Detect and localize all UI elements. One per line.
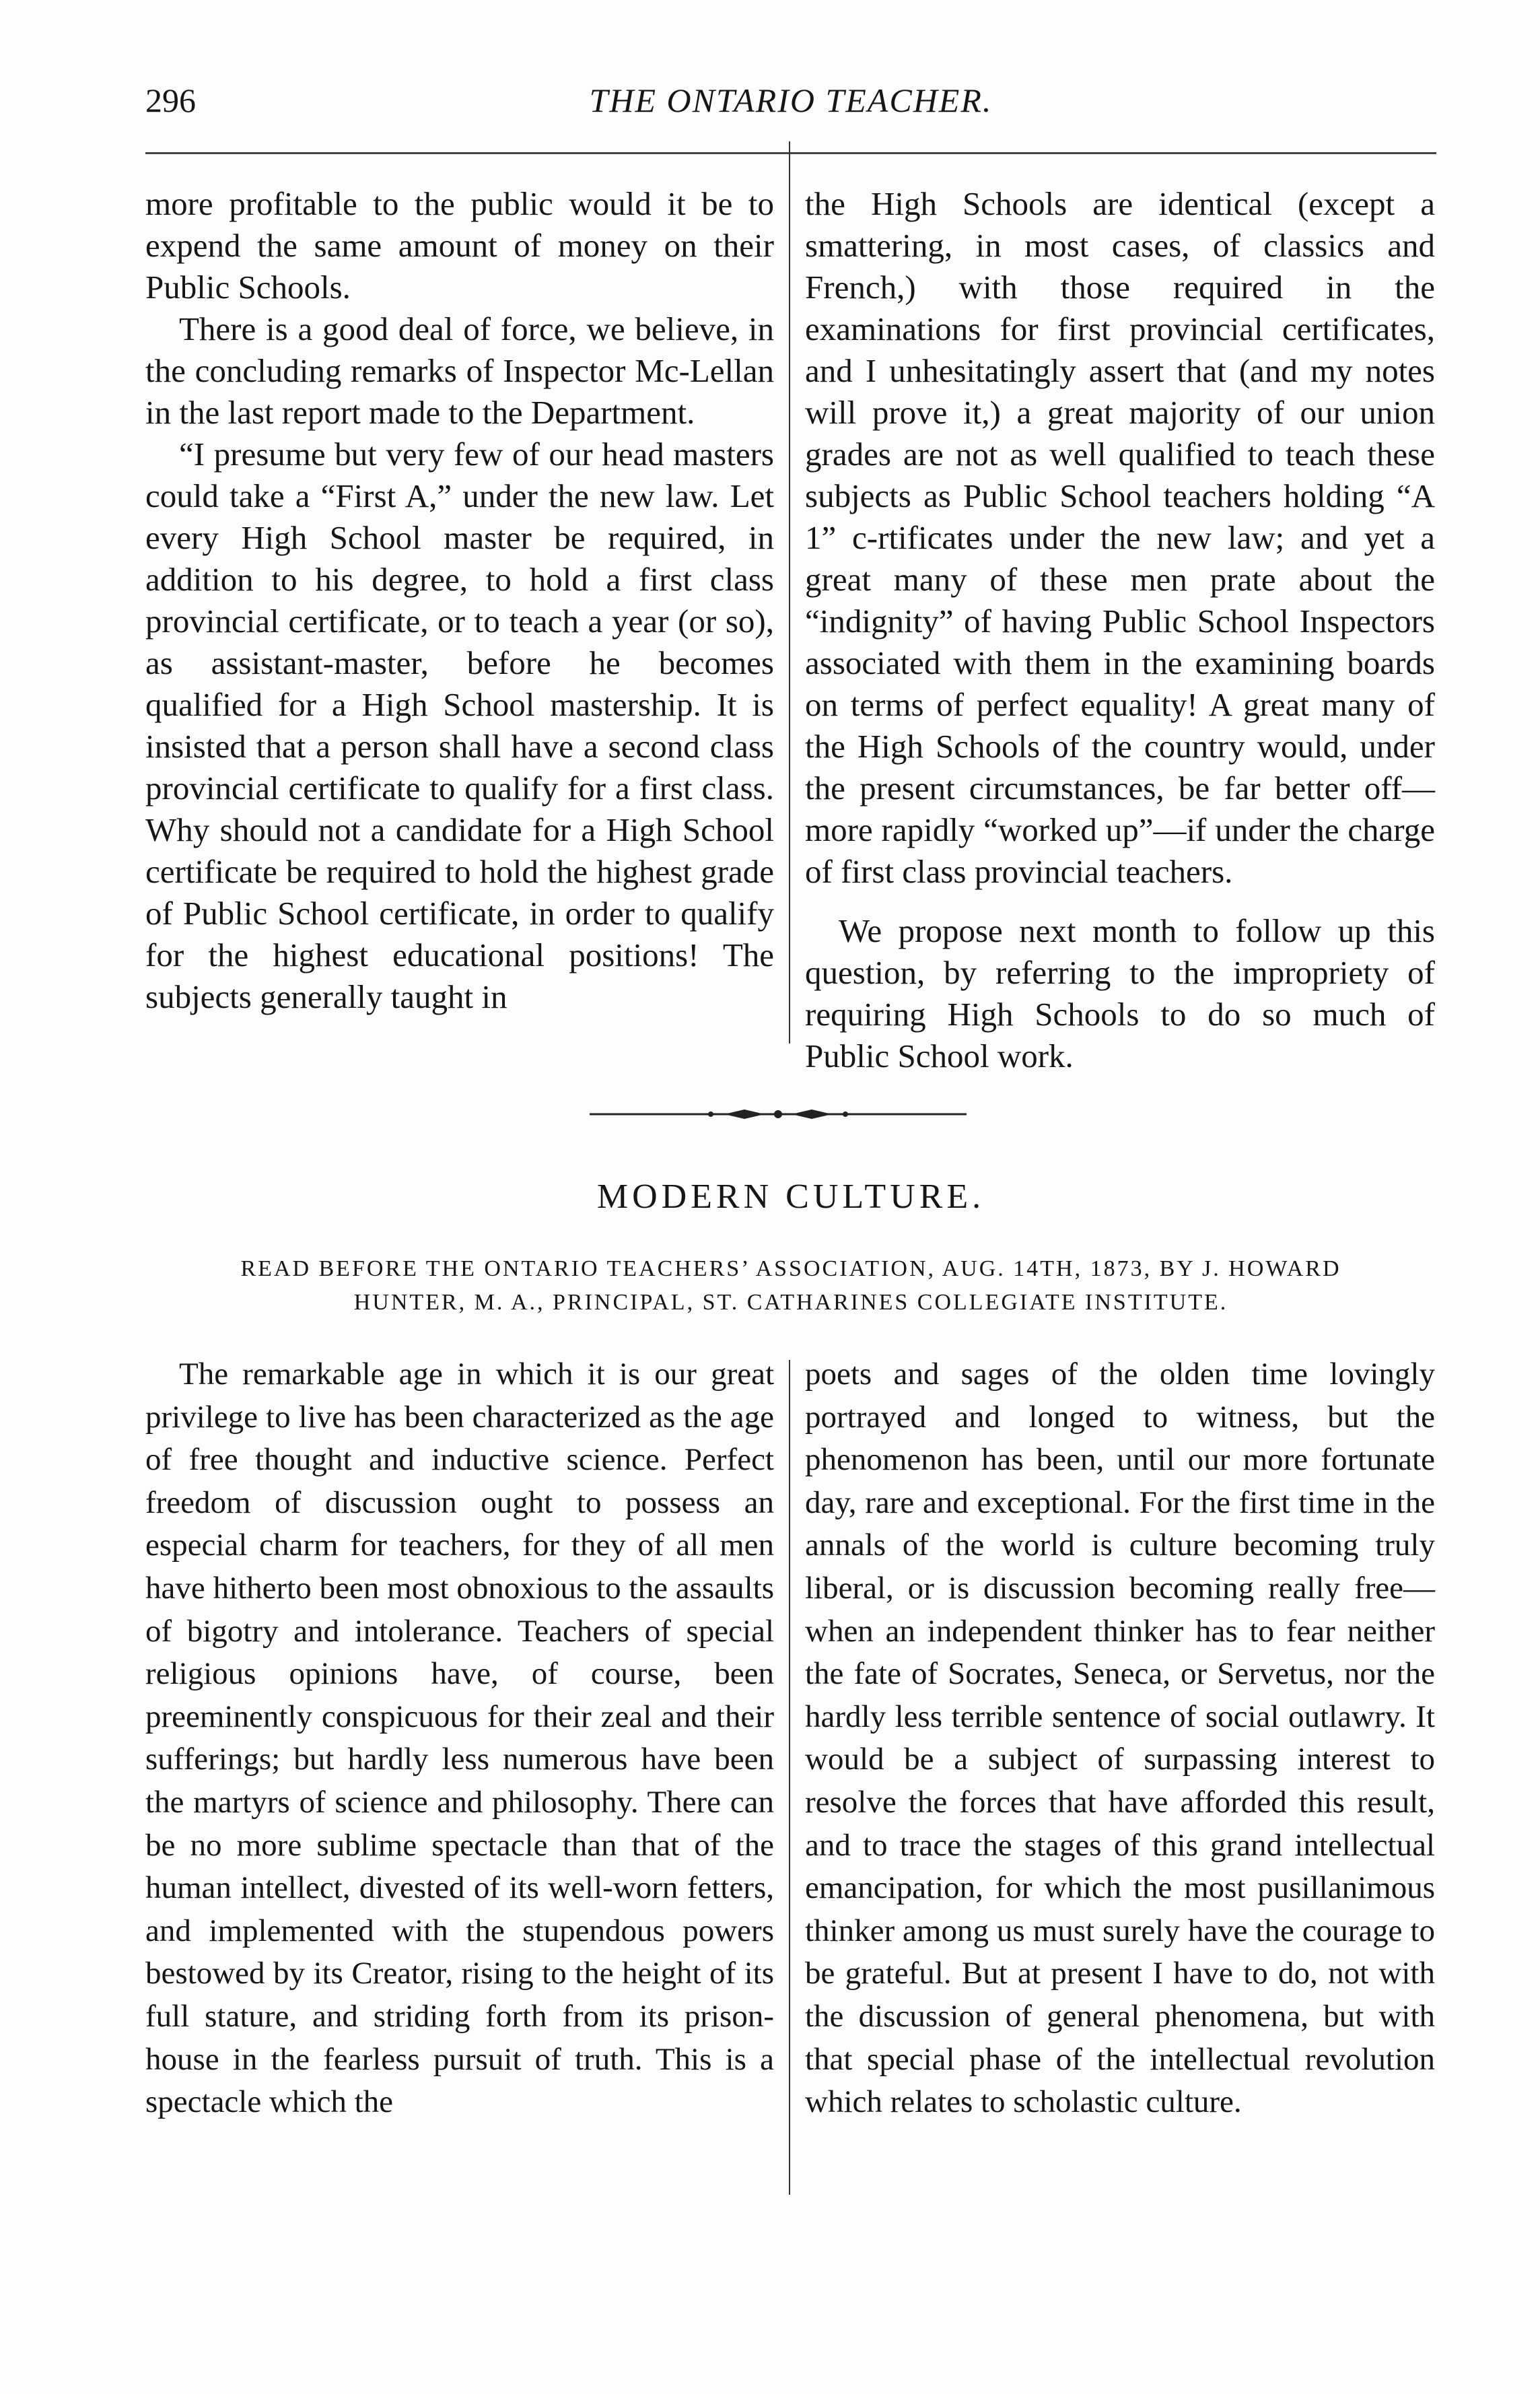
column-divider-top [789,141,790,1044]
page-header [145,81,1436,135]
paragraph: The remarkable age in which it is our great privilege to live has been characterized as the age of free thought and inductive science. Perfect freedom of discussion ought to possess an especial charm for teachers, for they of all men have hitherto been most obnoxious to the assaults of bigotry and intolerance. Teachers of special religious opinions have, of course, been preeminently conspicuous for their zeal and their sufferings; but hardly less numerous have been the martyrs of science and philosophy. There can be no more sublime spectacle than that of the human intellect, divested of its well-worn fetters, and implemented with the stupendous powers bestowed by its Creator, rising to the height of its full stature, and striding forth from its prison-house in the fearless pursuit of truth. This is a spectacle which the [145,1357,774,2120]
ornament-divider [590,1104,967,1124]
top-right-column [805,183,1435,1077]
paragraph: more profitable to the public would it be to expend the same amount of money on their Public Schools. [145,185,774,306]
byline-line: READ BEFORE THE ONTARIO TEACHERS’ ASSOCIATION, AUG. 14TH, 1873, BY J. HOWARD [240,1256,1341,1281]
byline-line: HUNTER, M. A., PRINCIPAL, ST. CATHARINES COLLEGIATE INSTITUTE. [353,1290,1228,1315]
page-number: 296 [145,81,196,119]
paragraph: We propose next month to follow up this question, by referring to the impropriety of requiring High Schools to do so much of Public School work. [805,912,1435,1074]
column-divider-bottom [789,1360,790,2195]
paragraph: “I presume but very few of our head masters could take a “First A,” under the new law. Let every High School master be required, in addition to his degree, to hold a first class provincial certificate, or to teach a year (or so), as assistant-master, before he becomes qualified for a High School mastership. It is insisted that a person shall have a second class provincial certificate to qualify for a first class. Why should not a candidate for a High School certificate be required to hold the highest grade of Public School certificate, in order to qualify for the highest educational positions! The subjects generally taught in [145,436,774,1015]
running-title: THE ONTARIO TEACHER. [589,81,993,119]
top-left-column [145,183,774,1018]
header-rule [145,152,1436,154]
paragraph: poets and sages of the olden time lovingly portrayed and longed to witness, but the phenomenon has been, until our more fortunate day, rare and exceptional. For the first time in the annals of the world is culture becoming truly liberal, or is discussion becoming really free—when an independent thinker has to fear neither the fate of Socrates, Seneca, or Servetus, nor the hardly less terrible sentence of social outlawry. It would be a subject of surpassing interest to resolve the forces that have afforded this result, and to trace the stages of this grand intellectual emancipation, for which the most pusillanimous thinker among us must surely have the courage to be grateful. But at present I have to do, not with the discussion of general phenomena, but with that special phase of the intellectual revolution which relates to scholastic culture. [805,1357,1435,2120]
article-title: MODERN CULTURE. [596,1177,985,1216]
paragraph: the High Schools are identical (except a smattering, in most cases, of classics and French,) with those required in the examinations for first provincial certificates, and I unhesitatingly assert that (and my notes will prove it,) a great majority of our union grades are not as well qualified to teach these subjects as Public School teachers holding “A 1” c-rtificates under the new law; and yet a great many of these men prate about the “indignity” of having Public School Inspectors associated with them in the examining boards on terms of perfect equality! A great many of the High Schools of the country would, under the present circumstances, be far better off—more rapidly “worked up”—if under the charge of first class provincial teachers. [805,185,1435,890]
article-left-column [145,1353,774,2124]
article-byline [145,1252,1436,1320]
paragraph: There is a good deal of force, we believe, in the concluding remarks of Inspector Mc-Lellan in the last report made to the Department. [145,310,774,431]
article-right-column [805,1353,1435,2124]
